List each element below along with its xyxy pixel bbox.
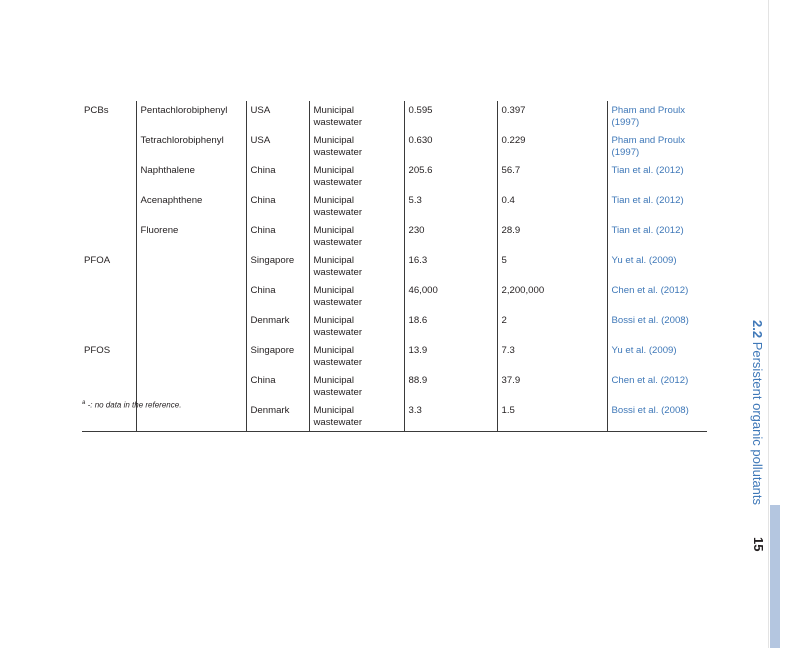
cell-value-1: 18.6 <box>404 311 497 341</box>
cell-value-2: 7.3 <box>497 341 607 371</box>
cell-value-1: 46,000 <box>404 281 497 311</box>
cell-country: Singapore <box>246 341 309 371</box>
table-row <box>82 131 707 161</box>
cell-value-2: 0.229 <box>497 131 607 161</box>
cell-value-1: 3.3 <box>404 401 497 432</box>
cell-compound: Fluorene <box>136 221 246 251</box>
table-row <box>82 191 707 221</box>
cell-wastewater-type: Municipal wastewater <box>309 371 404 401</box>
cell-group: PFOS <box>84 345 111 356</box>
cell-reference[interactable]: Chen et al. (2012) <box>607 281 707 311</box>
pollutant-table <box>82 101 707 432</box>
table-row <box>82 281 707 311</box>
cell-reference[interactable]: Pham and Proulx (1997) <box>607 131 707 161</box>
cell-group <box>82 161 136 191</box>
table-footnote <box>82 400 181 410</box>
cell-wastewater-type: Municipal wastewater <box>309 401 404 432</box>
cell-value-1: 0.595 <box>404 101 497 131</box>
cell-value-1: 13.9 <box>404 341 497 371</box>
cell-value-2: 0.397 <box>497 101 607 131</box>
cell-group: PFOA <box>84 255 111 266</box>
cell-wastewater-type: Municipal wastewater <box>309 191 404 221</box>
cell-wastewater-type: Municipal wastewater <box>309 131 404 161</box>
cell-reference[interactable]: Bossi et al. (2008) <box>607 311 707 341</box>
cell-value-2: 2 <box>497 311 607 341</box>
cell-compound <box>136 341 246 371</box>
cell-country: USA <box>246 101 309 131</box>
table-row <box>82 221 707 251</box>
cell-country: China <box>246 191 309 221</box>
table-row <box>82 101 707 131</box>
cell-compound: Acenaphthene <box>136 191 246 221</box>
cell-value-2: 37.9 <box>497 371 607 401</box>
page-edge <box>768 0 769 648</box>
cell-reference[interactable]: Yu et al. (2009) <box>607 251 707 281</box>
section-number: 2.2 <box>750 320 765 339</box>
cell-compound <box>136 281 246 311</box>
table-row <box>82 161 707 191</box>
cell-group: PCBs <box>84 105 109 116</box>
cell-compound: Pentachlorobiphenyl <box>136 101 246 131</box>
cell-value-2: 1.5 <box>497 401 607 432</box>
cell-country: China <box>246 281 309 311</box>
cell-country: China <box>246 161 309 191</box>
cell-group <box>82 281 136 311</box>
cell-compound: Tetrachlorobiphenyl <box>136 131 246 161</box>
table-row <box>82 311 707 341</box>
cell-reference[interactable]: Bossi et al. (2008) <box>607 401 707 432</box>
table-body <box>82 101 707 432</box>
cell-compound <box>136 251 246 281</box>
cell-reference[interactable]: Tian et al. (2012) <box>607 161 707 191</box>
section-title: Persistent organic pollutants <box>750 341 765 506</box>
cell-value-2: 28.9 <box>497 221 607 251</box>
cell-country: Singapore <box>246 251 309 281</box>
cell-reference[interactable]: Yu et al. (2009) <box>607 341 707 371</box>
cell-value-1: 230 <box>404 221 497 251</box>
cell-value-1: 0.630 <box>404 131 497 161</box>
cell-wastewater-type: Municipal wastewater <box>309 341 404 371</box>
footnote-mark: a <box>82 400 86 406</box>
cell-country: China <box>246 221 309 251</box>
cell-reference[interactable]: Chen et al. (2012) <box>607 371 707 401</box>
cell-wastewater-type: Municipal wastewater <box>309 311 404 341</box>
cell-group <box>82 311 136 341</box>
cell-group <box>82 221 136 251</box>
cell-value-1: 88.9 <box>404 371 497 401</box>
cell-value-2: 2,200,000 <box>497 281 607 311</box>
footnote-text: -: no data in the reference. <box>87 400 182 410</box>
cell-group <box>82 191 136 221</box>
running-head <box>750 320 765 505</box>
cell-wastewater-type: Municipal wastewater <box>309 251 404 281</box>
cell-reference[interactable]: Pham and Proulx (1997) <box>607 101 707 131</box>
cell-group <box>82 131 136 161</box>
cell-reference[interactable]: Tian et al. (2012) <box>607 191 707 221</box>
cell-wastewater-type: Municipal wastewater <box>309 281 404 311</box>
cell-compound: Naphthalene <box>136 161 246 191</box>
chapter-thumb-tab <box>770 505 780 648</box>
cell-value-2: 5 <box>497 251 607 281</box>
cell-wastewater-type: Municipal wastewater <box>309 101 404 131</box>
cell-country: China <box>246 371 309 401</box>
cell-compound <box>136 371 246 401</box>
cell-wastewater-type: Municipal wastewater <box>309 161 404 191</box>
cell-country: Denmark <box>246 401 309 432</box>
cell-value-1: 5.3 <box>404 191 497 221</box>
table-row <box>82 341 707 371</box>
cell-compound <box>136 311 246 341</box>
table-row <box>82 371 707 401</box>
cell-wastewater-type: Municipal wastewater <box>309 221 404 251</box>
cell-reference[interactable]: Tian et al. (2012) <box>607 221 707 251</box>
cell-value-2: 56.7 <box>497 161 607 191</box>
cell-value-1: 205.6 <box>404 161 497 191</box>
cell-group <box>82 371 136 401</box>
cell-country: USA <box>246 131 309 161</box>
cell-value-2: 0.4 <box>497 191 607 221</box>
table-row <box>82 251 707 281</box>
cell-country: Denmark <box>246 311 309 341</box>
cell-value-1: 16.3 <box>404 251 497 281</box>
page-number: 15 <box>751 537 766 552</box>
